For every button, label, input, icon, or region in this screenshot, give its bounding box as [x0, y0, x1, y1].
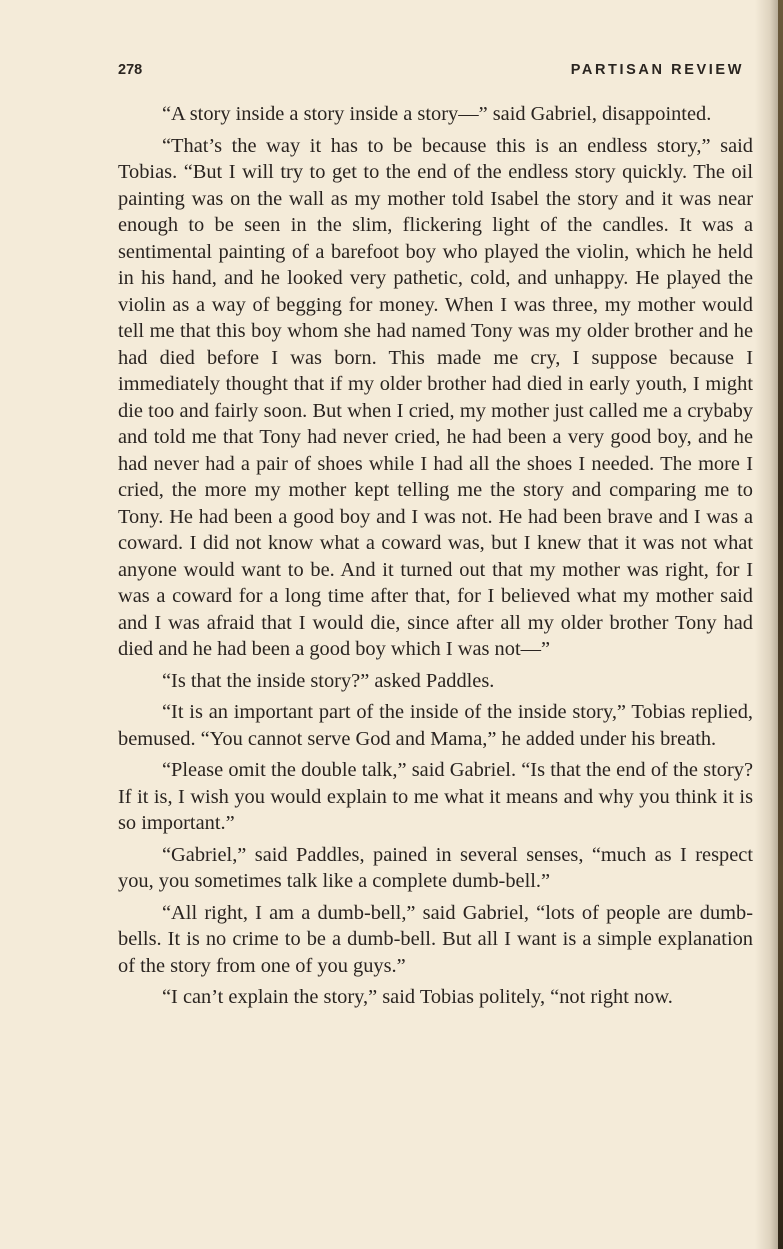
page-number: 278 [118, 62, 143, 78]
journal-title: PARTISAN REVIEW [570, 62, 744, 78]
paragraph: “That’s the way it has to be because this is an endless story,” said Tobias. “But I will try to get to the end of the endless story quickly. The oil painting was on the wall as my mother told Isabel the story and it was near enough to be seen in the slim, flickering light of the candles. It was a sentimental painting of a barefoot boy who played the violin, which he held in his hand, and he looked very pathetic, cold, and unhappy. He played the violin as a way of begging for money. When I was three, my mother would tell me that this boy whom she had named Tony was my older brother and he had died before I was born. This made me cry, I suppose because I immediately thought that if my older brother had died in early youth, I might die too and fairly soon. But when I cried, my mother just called me a crybaby and told me that Tony had never cried, he had been a very good boy, and he had never had a pair of shoes while I had all the shoes I needed. The more I cried, the more my mother kept telling me the story and comparing me to Tony. He had been a good boy and I was not. He had been brave and I was a coward. I did not know what a coward was, but I knew that it was not what anyone would want to be. And it turned out that my mother was right, for I was a coward for a long time after that, for I believed what my mother said and I was afraid that I would die, since after all my older brother Tony had died and he had been a good boy which I was not—” [118, 134, 753, 660]
body-text [118, 101, 753, 1016]
paragraph: “Gabriel,” said Paddles, pained in several senses, “much as I respect you, you sometimes talk like a complete dumb-bell.” [118, 843, 753, 892]
page-edge-shadow [778, 0, 783, 1249]
paragraph: “All right, I am a dumb-bell,” said Gabriel, “lots of people are dumb-bells. It is no crime to be a dumb-bell. But all I want is a simple explanation of the story from one of you guys.” [118, 901, 753, 977]
paragraph: “Please omit the double talk,” said Gabriel. “Is that the end of the story? If it is, I wish you would explain to me what it means and why you think it is so important.” [118, 759, 753, 834]
paragraph: “Is that the inside story?” asked Paddles. [162, 669, 495, 692]
running-head [118, 62, 744, 84]
paragraph: “A story inside a story inside a story—” said Gabriel, disappointed. [162, 103, 712, 125]
paragraph: “It is an important part of the inside of the inside story,” Tobias replied, bemused. “You cannot serve God and Mama,” he added under his breath. [118, 701, 753, 750]
paragraph: “I can’t explain the story,” said Tobias politely, “not right now. [162, 986, 673, 1008]
